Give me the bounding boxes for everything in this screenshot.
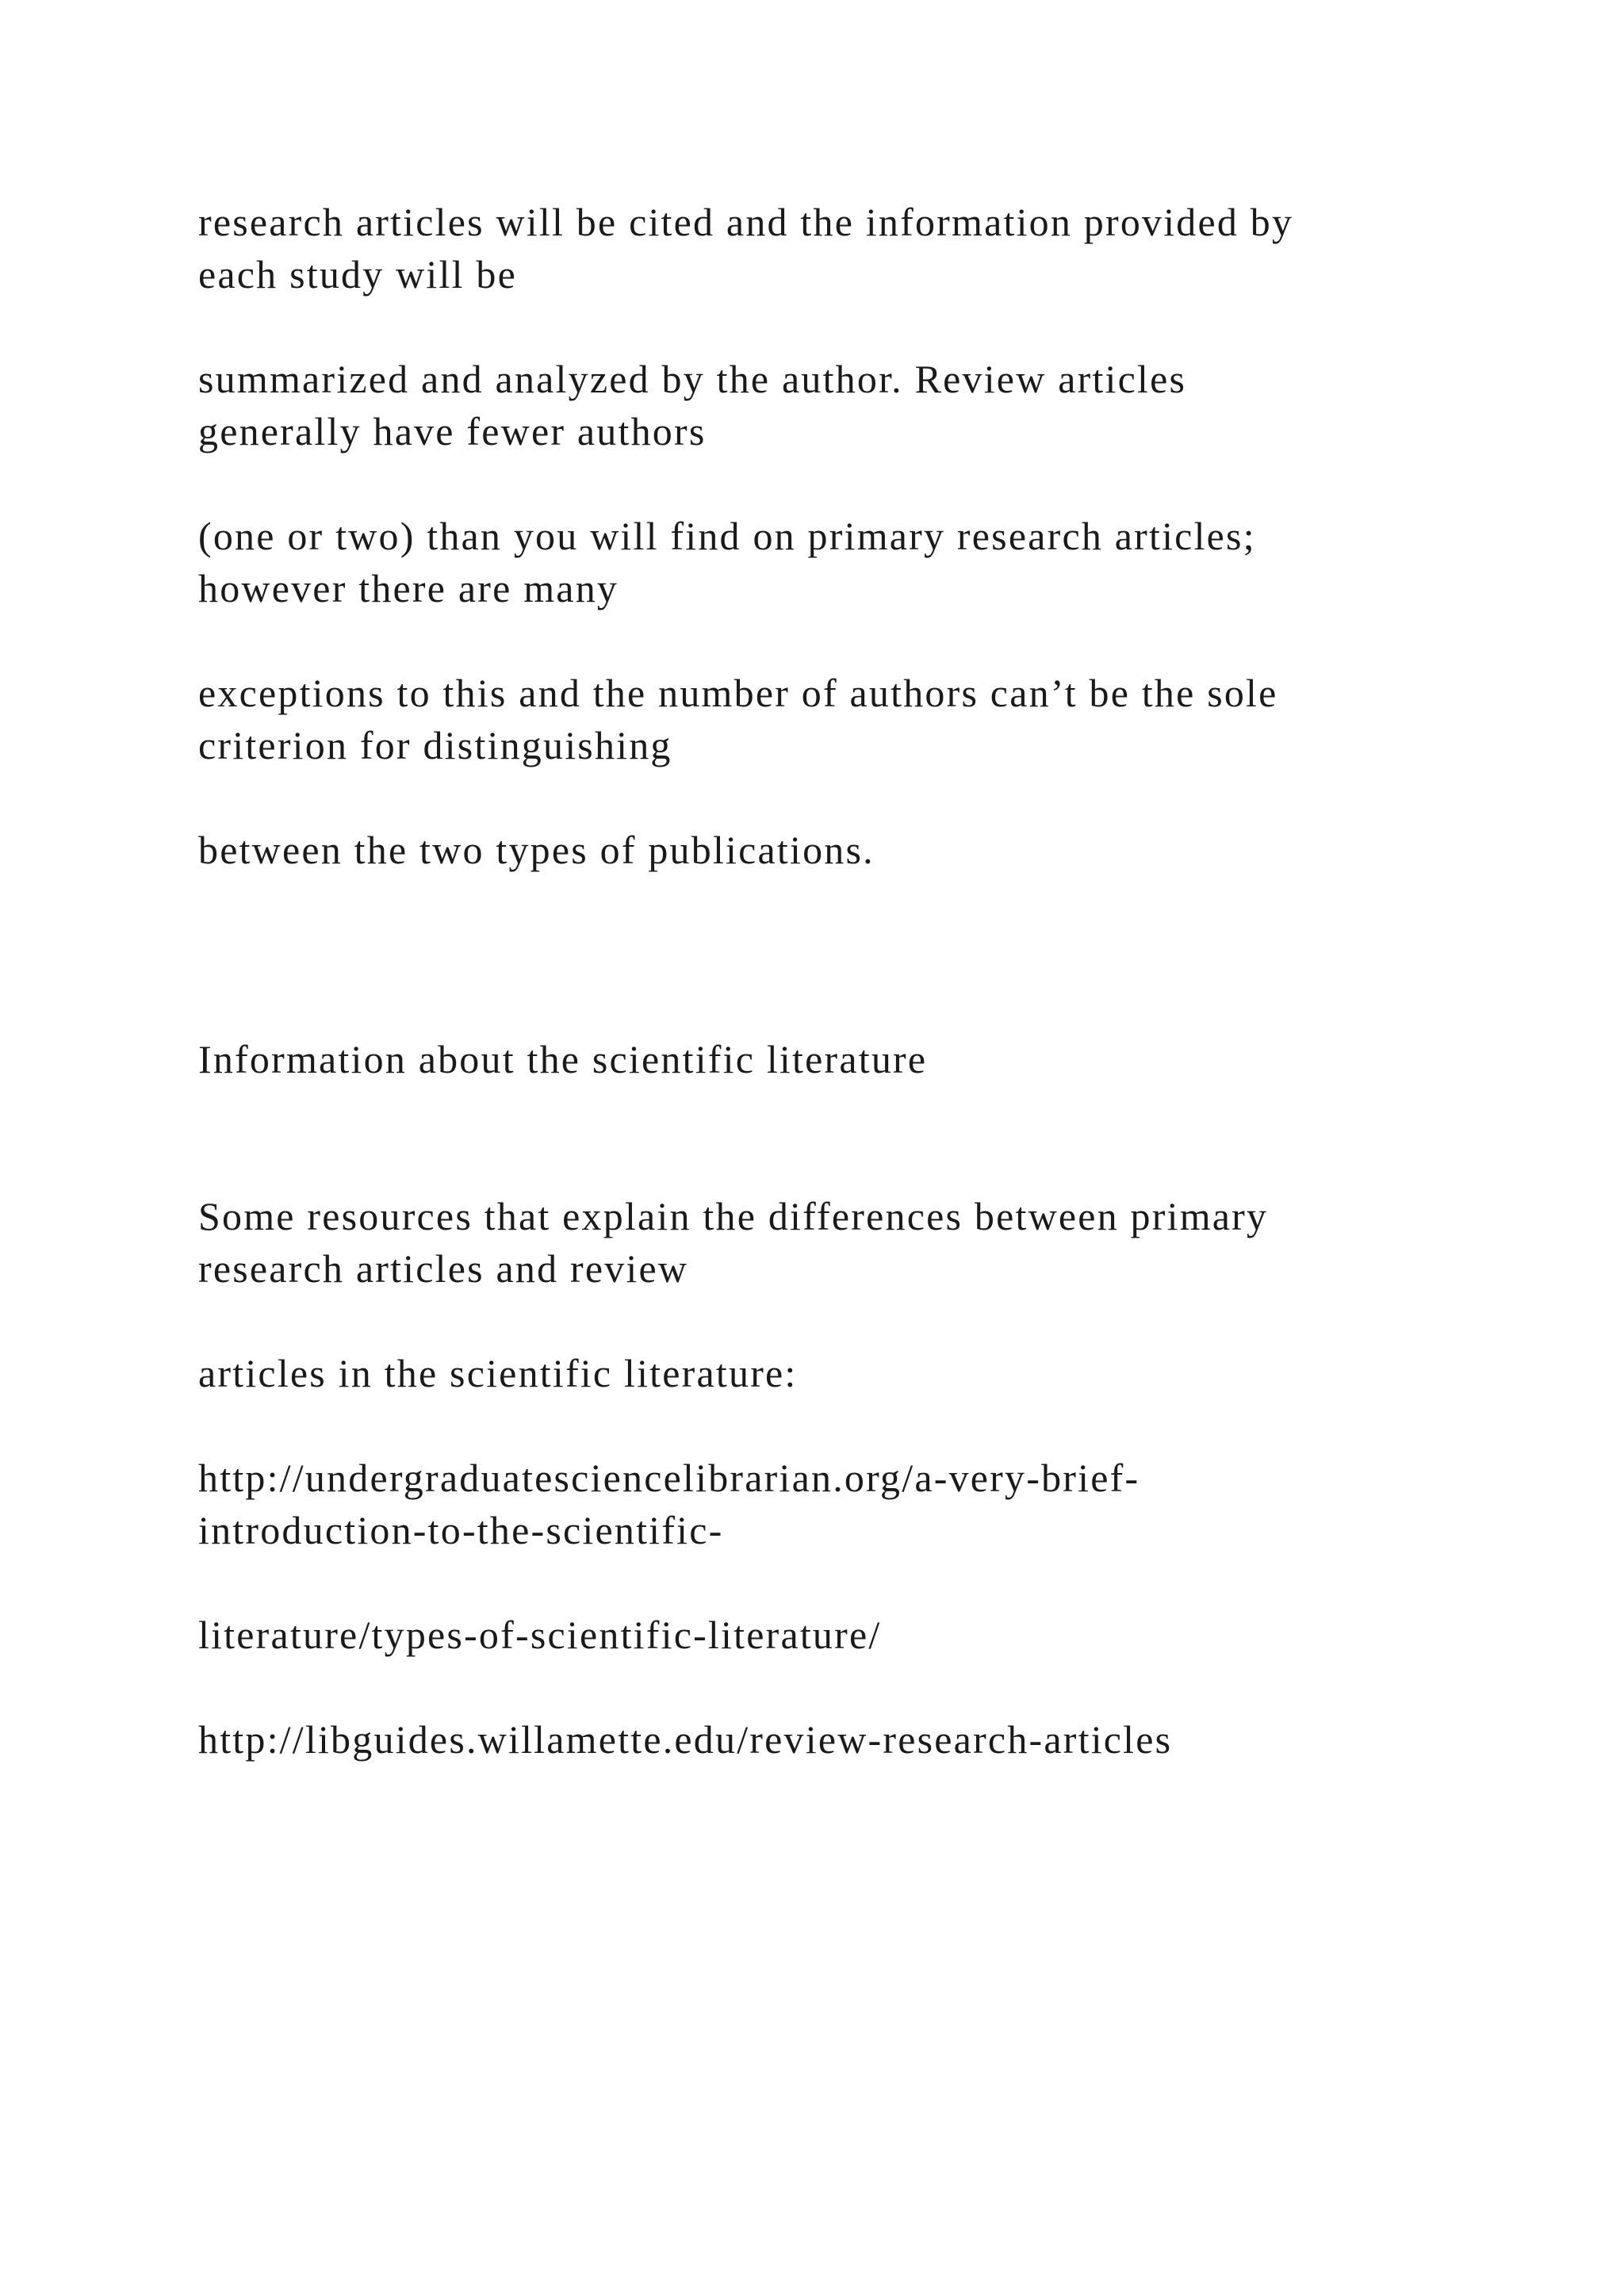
url-text: introduction-to-the-scientific- — [198, 1508, 724, 1552]
section-heading: Information about the scientific literature — [198, 1037, 928, 1081]
url-text: http://undergraduatesciencelibrarian.org/a-very-brief- — [198, 1456, 1140, 1500]
text-line: articles in the scientific literature: — [198, 1351, 798, 1395]
text-line: summarized and analyzed by the author. Review articles — [198, 357, 1187, 401]
text-line: between the two types of publications. — [198, 828, 875, 872]
text-line: Some resources that explain the differences between primary — [198, 1194, 1269, 1238]
text-line: generally have fewer authors — [198, 409, 707, 453]
text-line: research articles will be cited and the information provided by — [198, 200, 1294, 244]
url-text: http://libguides.willamette.edu/review-research-articles — [198, 1717, 1173, 1762]
text-line: (one or two) than you will find on primary research articles; — [198, 514, 1256, 558]
url-text: literature/types-of-scientific-literature/ — [198, 1613, 882, 1657]
text-line: criterion for distinguishing — [198, 723, 672, 767]
text-line: each study will be — [198, 252, 518, 297]
text-line: research articles and review — [198, 1246, 689, 1291]
text-line: exceptions to this and the number of authors can’t be the sole — [198, 671, 1278, 715]
text-line: however there are many — [198, 566, 619, 610]
